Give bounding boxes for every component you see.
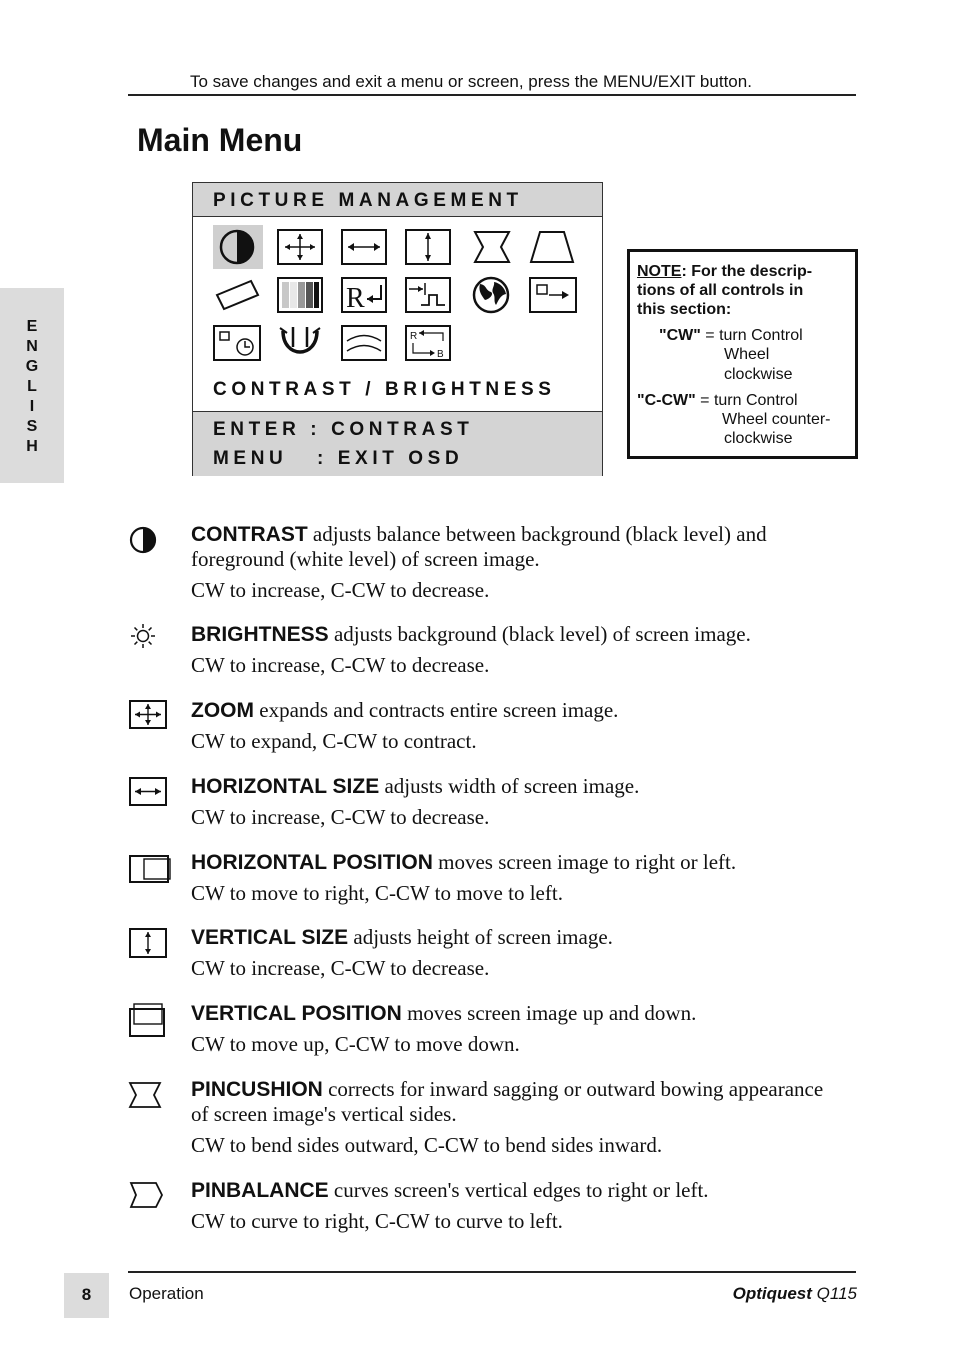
svg-text:B: B xyxy=(437,349,444,360)
moire-icon xyxy=(341,325,387,361)
control-usage: CW to increase, C-CW to decrease. xyxy=(191,653,490,677)
control-description-vertical-position xyxy=(191,1001,841,1057)
control-description-pincushion xyxy=(191,1077,841,1158)
control-term: PINBALANCE xyxy=(191,1179,329,1202)
osd-menu-illustration xyxy=(192,182,603,476)
note-text: : For the descrip- xyxy=(681,263,813,280)
footer-product xyxy=(700,1284,857,1304)
pinbalance-icon xyxy=(128,1180,164,1210)
timing-icon xyxy=(405,277,451,313)
side-tab-letter: I xyxy=(29,398,35,415)
footer-model: Q115 xyxy=(811,1284,857,1303)
side-tab-letter: N xyxy=(26,338,38,355)
vertical-size-icon xyxy=(405,229,451,265)
control-usage: CW to increase, C-CW to decrease. xyxy=(191,956,490,980)
control-usage: CW to curve to right, C-CW to curve to left. xyxy=(191,1209,563,1233)
control-desc: expands and contracts entire screen image. xyxy=(254,698,619,722)
osd-command-bar xyxy=(193,411,602,476)
control-usage: CW to expand, C-CW to contract. xyxy=(191,729,477,753)
control-desc: curves screen's vertical edges to right or left. xyxy=(328,1178,709,1202)
page-title: Main Menu xyxy=(137,122,303,158)
note-cw-key: "CW" xyxy=(659,327,701,344)
osd-timeout-icon xyxy=(213,325,261,361)
note-ccw-def: clockwise xyxy=(724,430,793,447)
osd-title-bar xyxy=(193,183,602,217)
note-label: NOTE xyxy=(637,263,682,280)
footer-brand: Optiquest xyxy=(732,1284,812,1303)
note-cw-def: = turn Control xyxy=(705,327,803,344)
note-box xyxy=(627,249,858,459)
control-description-pinbalance xyxy=(191,1178,841,1234)
osd-title: PICTURE MANAGEMENT xyxy=(213,190,523,211)
note-cw-def: clockwise xyxy=(724,366,793,383)
control-term: HORIZONTAL SIZE xyxy=(191,775,380,798)
control-description-horizontal-position xyxy=(191,850,841,906)
svg-text:R: R xyxy=(346,283,365,313)
control-usage: CW to increase, C-CW to decrease. xyxy=(191,578,490,602)
control-term: PINCUSHION xyxy=(191,1078,323,1101)
page-number: 8 xyxy=(81,1285,92,1304)
contrast-icon xyxy=(213,225,263,269)
contrast-icon xyxy=(128,524,158,556)
osd-menu-line: MENU : EXIT OSD xyxy=(213,448,464,469)
control-usage: CW to bend sides outward, C-CW to bend sides inward. xyxy=(191,1133,663,1157)
side-tab-letter: S xyxy=(26,418,38,435)
control-description-zoom xyxy=(191,698,841,754)
page-number-box xyxy=(64,1273,109,1318)
header-note: To save changes and exit a menu or screen, press the MENU/EXIT button. xyxy=(190,72,752,91)
control-desc: adjusts background (black level) of screen image. xyxy=(328,622,751,646)
horizontal-position-icon xyxy=(128,852,172,886)
control-usage: CW to increase, C-CW to decrease. xyxy=(191,805,490,829)
trapezoid-icon xyxy=(527,229,577,265)
control-term: VERTICAL POSITION xyxy=(191,1002,402,1025)
degauss-icon xyxy=(277,325,323,361)
zoom-icon xyxy=(128,699,168,731)
note-ccw-definition xyxy=(637,391,798,410)
note-heading xyxy=(637,262,812,281)
control-desc: moves screen image up and down. xyxy=(401,1001,697,1025)
control-desc: adjusts height of screen image. xyxy=(348,925,613,949)
osd-enter-line: ENTER : CONTRAST xyxy=(213,419,474,440)
note-ccw-key: "C-CW" xyxy=(637,392,696,409)
zoom-icon xyxy=(277,229,323,265)
rgb-reset-icon xyxy=(405,325,451,361)
rotation-icon xyxy=(213,277,261,313)
control-term: CONTRAST xyxy=(191,523,308,546)
control-description-vertical-size xyxy=(191,925,841,981)
note-cw-definition xyxy=(659,326,803,345)
note-text: this section: xyxy=(637,301,732,318)
vertical-position-icon xyxy=(128,1002,168,1038)
side-tab-letter: G xyxy=(25,358,39,375)
control-desc: adjusts balance between background (black level) and foreground (white level) of screen image. xyxy=(191,522,767,571)
language-side-tab xyxy=(0,288,64,483)
note-cw-def: Wheel xyxy=(724,346,770,363)
recall-icon xyxy=(341,277,387,313)
control-term: HORIZONTAL POSITION xyxy=(191,851,433,874)
note-text: tions of all controls in xyxy=(637,282,804,299)
note-ccw-def: = turn Control xyxy=(700,392,798,409)
control-desc: moves screen image to right or left. xyxy=(432,850,737,874)
side-tab-letter: L xyxy=(27,378,37,395)
control-term: ZOOM xyxy=(191,699,254,722)
osd-selected-label: CONTRAST / BRIGHTNESS xyxy=(213,379,556,400)
vertical-size-icon xyxy=(128,926,168,960)
control-desc: adjusts width of screen image. xyxy=(379,774,640,798)
control-usage: CW to move up, C-CW to move down. xyxy=(191,1032,520,1056)
control-description-contrast xyxy=(191,522,841,603)
control-usage: CW to move to right, C-CW to move to left. xyxy=(191,881,563,905)
horizontal-size-icon xyxy=(341,229,387,265)
control-term: VERTICAL SIZE xyxy=(191,926,349,949)
globe-icon xyxy=(469,275,513,315)
footer-rule xyxy=(128,1271,856,1273)
pincushion-icon xyxy=(469,229,515,265)
horizontal-size-icon xyxy=(128,776,168,808)
footer-section: Operation xyxy=(129,1284,204,1303)
brightness-icon xyxy=(128,620,158,652)
control-desc: corrects for inward sagging or outward bowing appearance of screen image's vertical sides. xyxy=(191,1077,824,1126)
osd-position-icon xyxy=(529,277,577,313)
control-description-horizontal-size xyxy=(191,774,841,830)
side-tab-letter: H xyxy=(26,438,38,455)
color-bars-icon xyxy=(277,277,323,313)
control-term: BRIGHTNESS xyxy=(191,623,329,646)
control-description-brightness xyxy=(191,622,841,678)
header-rule xyxy=(128,94,856,96)
svg-text:R: R xyxy=(410,331,418,342)
side-tab-letter: E xyxy=(26,318,38,335)
pincushion-icon xyxy=(128,1080,164,1110)
note-ccw-def: Wheel counter- xyxy=(722,411,831,428)
